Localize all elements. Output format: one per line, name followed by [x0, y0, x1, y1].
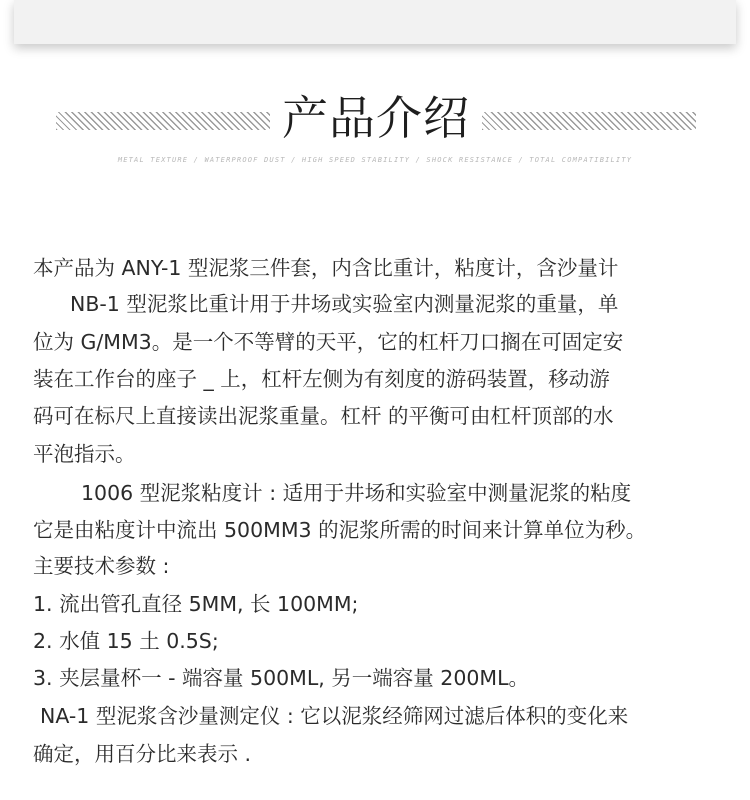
description-line: 平泡指示。 [33, 442, 136, 466]
description-line: 它是由粘度计中流出 500MM3 的泥浆所需的时间来计算单位为秒。 [33, 518, 647, 542]
description-line: 2. 水值 15 土 0.5S; [33, 629, 219, 653]
section-title: 产品介绍 [282, 91, 470, 145]
description-line: 主要技术参数 : [33, 554, 170, 578]
description-line: 本产品为 ANY-1 型泥浆三件套，内含比重计，粘度计，含沙量计 [33, 256, 619, 280]
description-line: 装在工作台的座子 _ 上，杠杆左侧为有刻度的游码装置，移动游 [33, 367, 610, 391]
description-line: NB-1 型泥浆比重计用于井场或实验室内测量泥浆的重量，单 [70, 292, 619, 316]
description-line: 1006 型泥浆粘度计 : 适用于井场和实验室中测量泥浆的粘度 [81, 481, 632, 505]
description-line: NA-1 型泥浆含沙量测定仪 : 它以泥浆经筛网过滤后体积的变化来 [40, 704, 629, 728]
description-line: 1. 流出管孔直径 5MM, 长 100MM; [33, 592, 359, 616]
description-line: 码可在标尺上直接读出泥浆重量。杠杆 的平衡可由杠杆顶部的水 [33, 404, 614, 428]
description-line: 3. 夹层量杯一 - 端容量 500ML, 另一端容量 200ML。 [33, 666, 530, 690]
description-line: 确定，用百分比来表示 . [33, 742, 252, 766]
description-line: 位为 G/MM3。是一个不等臂的天平，它的杠杆刀口搁在可固定安 [33, 330, 624, 354]
section-subtitle: METAL TEXTURE / WATERPROOF DUST / HIGH SPEED STABILITY / SHOCK RESISTANCE / TOTAL COMPATIBILITY [117, 156, 633, 164]
